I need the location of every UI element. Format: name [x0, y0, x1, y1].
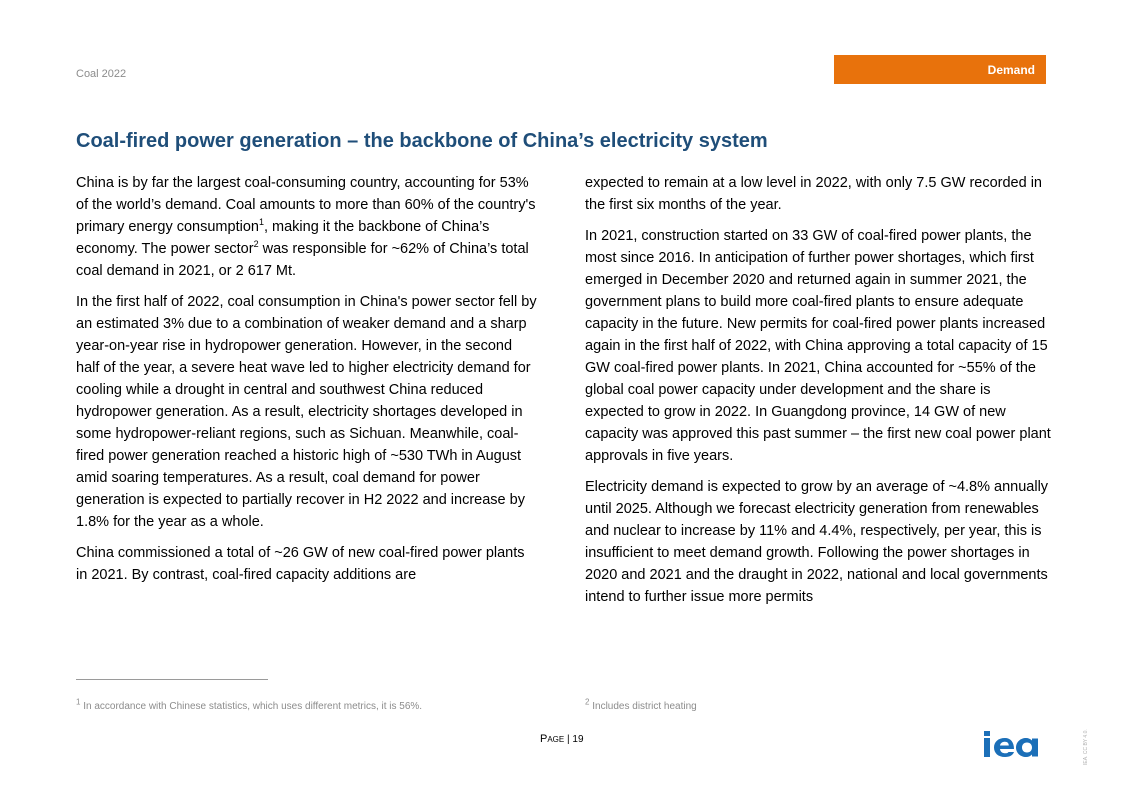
- logo-e: [994, 738, 1014, 757]
- page-word: Page: [540, 733, 565, 745]
- page-number-value: 19: [572, 734, 584, 745]
- logo-text: iea: [983, 731, 985, 732]
- footnote-divider: [76, 679, 268, 680]
- paragraph: [76, 172, 538, 282]
- page-separator: |: [567, 734, 570, 745]
- footnote-mark: 1: [76, 697, 81, 707]
- paragraph: In 2021, construction started on 33 GW of coal-fired power plants, the most since 2016. In anticipation of further power shortages, which first emerged in December 2020 and returned again in summer 2021, the government plans to build more coal-fired plants to ensure adequate capacity in the future. New permits for coal-fired power plants increased again in the first half of 2022, with China approving a total capacity of 15 GW coal-fired power plants. In 2021, China accounted for ~55% of the global coal power capacity under development and the share is expected to grow in 2022. In Guangdong province, 14 GW of new capacity was approved this past summer – the first new coal power plant approvals in five years.: [585, 228, 1051, 464]
- section-tab-label: Demand: [987, 63, 1035, 77]
- paragraph-text: China is by far the largest coal-consuming country, accounting for 53% of the world’s demand. Coal amounts to more than 60% of the country's primary energy consumption: [76, 175, 536, 235]
- logo-i-dot: [984, 731, 990, 736]
- footnote-ref-1[interactable]: 1: [258, 217, 264, 228]
- footnote-ref-2[interactable]: 2: [253, 239, 259, 250]
- footnote-2: [585, 697, 697, 712]
- logo-i-stem: [984, 738, 990, 757]
- iea-logo-icon: [983, 731, 1047, 757]
- logo-a: [1016, 738, 1038, 757]
- page-title: Coal-fired power generation – the backbone of China’s electricity system: [76, 130, 768, 152]
- footnote-text: Includes district heating: [592, 701, 697, 712]
- paragraph: In the first half of 2022, coal consumption in China's power sector fell by an estimated 3% due to a combination of weaker demand and a sharp year-on-year rise in hydropower generation. However, in the second half of the year, a severe heat wave led to higher electricity demand for cooling while a drought in central and southwest China reduced hydropower generation. As a result, electricity shortages developed in some hydropower-reliant regions, such as Sichuan. Meanwhile, coal-fired power generation reached a historic high of ~530 TWh in August amid soaring temperatures. As a result, coal demand for power generation is expected to partially recover in H2 2022 and increase by 1.8% for the year as a whole.: [76, 294, 537, 530]
- license-note: IEA. CC BY 4.0.: [1083, 729, 1089, 765]
- section-tab: [834, 55, 1046, 84]
- paragraph-text: was responsible for ~62% of China’s total coal demand in 2021, or 2 617 Mt.: [76, 241, 529, 279]
- paragraph: expected to remain at a low level in 2022, with only 7.5 GW recorded in the first six months of the year.: [585, 175, 1042, 213]
- paragraph-text: , making it the backbone of China’s economy. The power sector: [76, 219, 490, 257]
- footnote-1: [76, 697, 423, 712]
- left-column: [76, 172, 538, 595]
- paragraph: Electricity demand is expected to grow by an average of ~4.8% annually until 2025. Although we forecast electricity generation from renewables and nuclear to increase by 11% and 4.4%, respectively, per year, this is insufficient to meet demand growth. Following the power shortages in 2020 and 2021 and the draught in 2022, national and local governments intend to further issue more permits: [585, 479, 1049, 605]
- footnote-mark: 2: [585, 697, 590, 707]
- paragraph: China commissioned a total of ~26 GW of new coal-fired power plants in 2021. By contrast, coal-fired capacity additions are: [76, 545, 525, 583]
- right-column: [585, 172, 1051, 617]
- page-number: [540, 733, 584, 745]
- report-title: Coal 2022: [76, 68, 127, 80]
- footnote-text: In accordance with Chinese statistics, which uses different metrics, it is 56%.: [83, 701, 423, 712]
